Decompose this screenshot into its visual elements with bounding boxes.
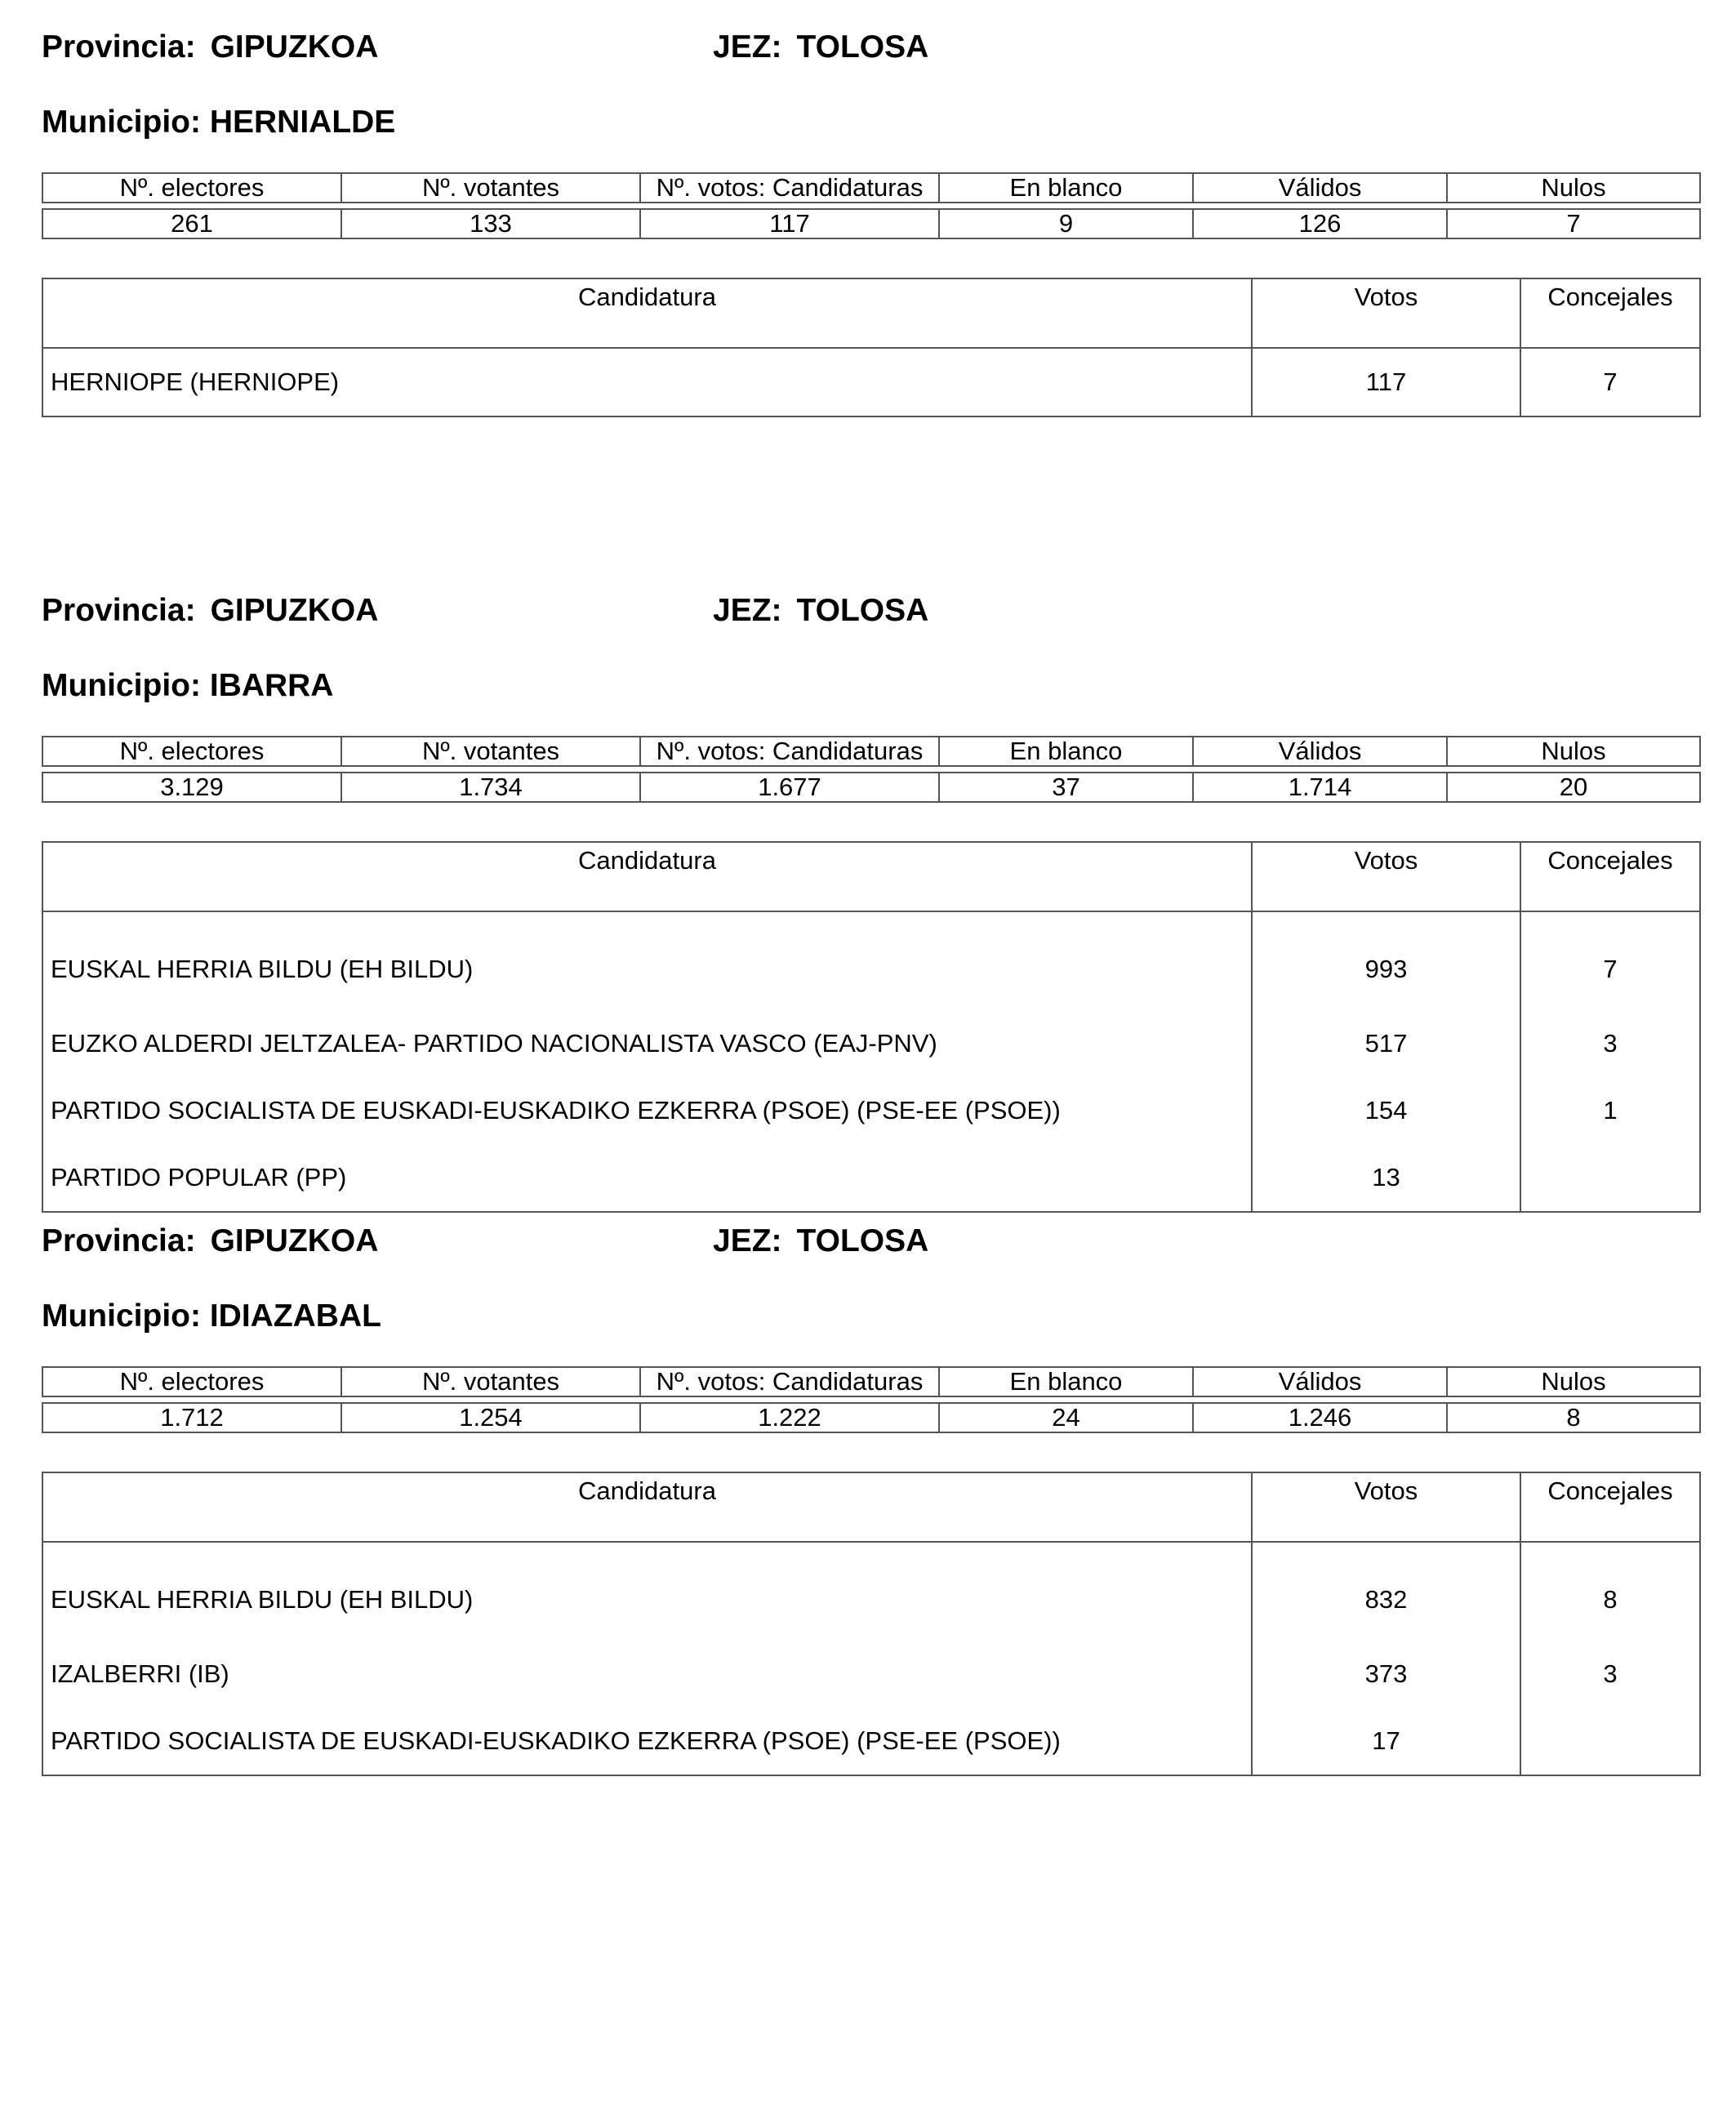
cand-header-votos: Votos: [1252, 278, 1520, 348]
provincia-label: Provincia:: [42, 1223, 196, 1258]
candidates-table: [42, 841, 1701, 1213]
summary-value-votos-candidaturas: 117: [640, 209, 939, 238]
candidate-votos: 117: [1252, 348, 1520, 416]
summary-header-votantes: Nº. votantes: [341, 173, 640, 203]
summary-header-electores: Nº. electores: [42, 1367, 341, 1396]
provincia-label: Provincia:: [42, 593, 196, 628]
candidate-votos: 517: [1252, 1010, 1520, 1077]
summary-header-en-blanco: En blanco: [939, 173, 1193, 203]
candidate-name: EUZKO ALDERDI JELTZALEA- PARTIDO NACIONALISTA VASCO (EAJ-PNV): [42, 1010, 1252, 1077]
candidate-votos: 373: [1252, 1641, 1520, 1708]
summary-value-electores: 3.129: [42, 773, 341, 802]
summary-value-row: [42, 1403, 1700, 1432]
candidate-votos: 993: [1252, 911, 1520, 1010]
municipio-label: Municipio:: [42, 105, 201, 140]
candidate-row: [42, 1144, 1700, 1212]
jez-label: JEZ:: [713, 1223, 782, 1258]
summary-value-votantes: 1.254: [341, 1403, 640, 1432]
jez-heading: [713, 1225, 928, 1257]
summary-value-votos-candidaturas: 1.677: [640, 773, 939, 802]
candidates-table: [42, 1472, 1701, 1776]
summary-value-row: [42, 773, 1700, 802]
candidate-votos: 17: [1252, 1708, 1520, 1775]
candidate-row: [42, 348, 1700, 416]
summary-value-nulos: 8: [1447, 1403, 1700, 1432]
summary-header-electores: Nº. electores: [42, 737, 341, 766]
summary-header-validos: Válidos: [1193, 1367, 1447, 1396]
candidate-concejales: 8: [1520, 1542, 1700, 1641]
provincia-label: Provincia:: [42, 29, 196, 65]
jez-heading: [713, 31, 928, 63]
candidate-name: PARTIDO SOCIALISTA DE EUSKADI-EUSKADIKO EZKERRA (PSOE) (PSE-EE (PSOE)): [42, 1077, 1252, 1144]
summary-value-nulos: 7: [1447, 209, 1700, 238]
summary-header-nulos: Nulos: [1447, 173, 1700, 203]
summary-header-votos-candidaturas: Nº. votos: Candidaturas: [640, 173, 939, 203]
summary-header-nulos: Nulos: [1447, 737, 1700, 766]
provincia-value: GIPUZKOA: [210, 1223, 379, 1258]
cand-header-votos: Votos: [1252, 842, 1520, 911]
provincia-heading: [42, 595, 378, 626]
candidate-row: [42, 911, 1700, 1010]
summary-value-en-blanco: 24: [939, 1403, 1193, 1432]
candidate-concejales: [1520, 1708, 1700, 1775]
candidate-votos: 13: [1252, 1144, 1520, 1212]
municipio-heading: [42, 670, 333, 701]
candidate-row: [42, 1077, 1700, 1144]
summary-header-en-blanco: En blanco: [939, 1367, 1193, 1396]
candidate-concejales: [1520, 1144, 1700, 1212]
candidate-concejales: 3: [1520, 1010, 1700, 1077]
provincia-heading: [42, 31, 378, 63]
summary-header-votos-candidaturas: Nº. votos: Candidaturas: [640, 737, 939, 766]
municipio-value: IDIAZABAL: [209, 1298, 381, 1334]
municipio-value: HERNIALDE: [209, 105, 396, 140]
municipio-heading: [42, 106, 395, 138]
summary-value-electores: 261: [42, 209, 341, 238]
summary-value-row: [42, 209, 1700, 238]
summary-header-electores: Nº. electores: [42, 173, 341, 203]
cand-header-votos: Votos: [1252, 1472, 1520, 1542]
candidate-concejales: 3: [1520, 1641, 1700, 1708]
cand-header-candidatura: Candidatura: [42, 278, 1252, 348]
candidate-name: EUSKAL HERRIA BILDU (EH BILDU): [42, 911, 1252, 1010]
candidate-votos: 154: [1252, 1077, 1520, 1144]
summary-header-row: [42, 737, 1700, 766]
cand-header-concejales: Concejales: [1520, 842, 1700, 911]
summary-header-en-blanco: En blanco: [939, 737, 1193, 766]
summary-table: [42, 736, 1701, 803]
candidate-concejales: 1: [1520, 1077, 1700, 1144]
candidate-concejales: 7: [1520, 348, 1700, 416]
candidate-row: [42, 1708, 1700, 1775]
summary-header-row: [42, 173, 1700, 203]
provincia-heading: [42, 1225, 378, 1257]
summary-table: [42, 172, 1701, 239]
municipio-label: Municipio:: [42, 1298, 201, 1334]
candidates-header-row: [42, 278, 1700, 348]
summary-header-row: [42, 1367, 1700, 1396]
candidate-row: [42, 1542, 1700, 1641]
candidates-header-row: [42, 842, 1700, 911]
jez-value: TOLOSA: [796, 1223, 929, 1258]
summary-value-validos: 1.714: [1193, 773, 1447, 802]
summary-value-nulos: 20: [1447, 773, 1700, 802]
candidate-name: EUSKAL HERRIA BILDU (EH BILDU): [42, 1542, 1252, 1641]
summary-header-validos: Válidos: [1193, 173, 1447, 203]
jez-value: TOLOSA: [796, 593, 929, 628]
provincia-value: GIPUZKOA: [210, 29, 379, 65]
jez-heading: [713, 595, 928, 626]
summary-value-en-blanco: 9: [939, 209, 1193, 238]
jez-value: TOLOSA: [796, 29, 929, 65]
summary-header-votantes: Nº. votantes: [341, 737, 640, 766]
jez-label: JEZ:: [713, 593, 782, 628]
summary-header-validos: Válidos: [1193, 737, 1447, 766]
candidate-votos: 832: [1252, 1542, 1520, 1641]
candidate-name: HERNIOPE (HERNIOPE): [42, 348, 1252, 416]
summary-header-votos-candidaturas: Nº. votos: Candidaturas: [640, 1367, 939, 1396]
cand-header-candidatura: Candidatura: [42, 842, 1252, 911]
summary-value-validos: 126: [1193, 209, 1447, 238]
summary-value-votantes: 133: [341, 209, 640, 238]
cand-header-concejales: Concejales: [1520, 278, 1700, 348]
candidate-name: PARTIDO POPULAR (PP): [42, 1144, 1252, 1212]
summary-value-votos-candidaturas: 1.222: [640, 1403, 939, 1432]
jez-label: JEZ:: [713, 29, 782, 65]
municipio-label: Municipio:: [42, 668, 201, 703]
cand-header-concejales: Concejales: [1520, 1472, 1700, 1542]
summary-header-votantes: Nº. votantes: [341, 1367, 640, 1396]
candidate-name: IZALBERRI (IB): [42, 1641, 1252, 1708]
candidates-header-row: [42, 1472, 1700, 1542]
municipio-heading: [42, 1300, 381, 1332]
municipio-value: IBARRA: [209, 668, 334, 703]
summary-value-electores: 1.712: [42, 1403, 341, 1432]
summary-table: [42, 1366, 1701, 1433]
candidate-row: [42, 1641, 1700, 1708]
summary-value-validos: 1.246: [1193, 1403, 1447, 1432]
candidate-row: [42, 1010, 1700, 1077]
cand-header-candidatura: Candidatura: [42, 1472, 1252, 1542]
provincia-value: GIPUZKOA: [210, 593, 379, 628]
summary-header-nulos: Nulos: [1447, 1367, 1700, 1396]
candidates-table: [42, 278, 1701, 417]
candidate-concejales: 7: [1520, 911, 1700, 1010]
candidate-name: PARTIDO SOCIALISTA DE EUSKADI-EUSKADIKO EZKERRA (PSOE) (PSE-EE (PSOE)): [42, 1708, 1252, 1775]
summary-value-en-blanco: 37: [939, 773, 1193, 802]
summary-value-votantes: 1.734: [341, 773, 640, 802]
